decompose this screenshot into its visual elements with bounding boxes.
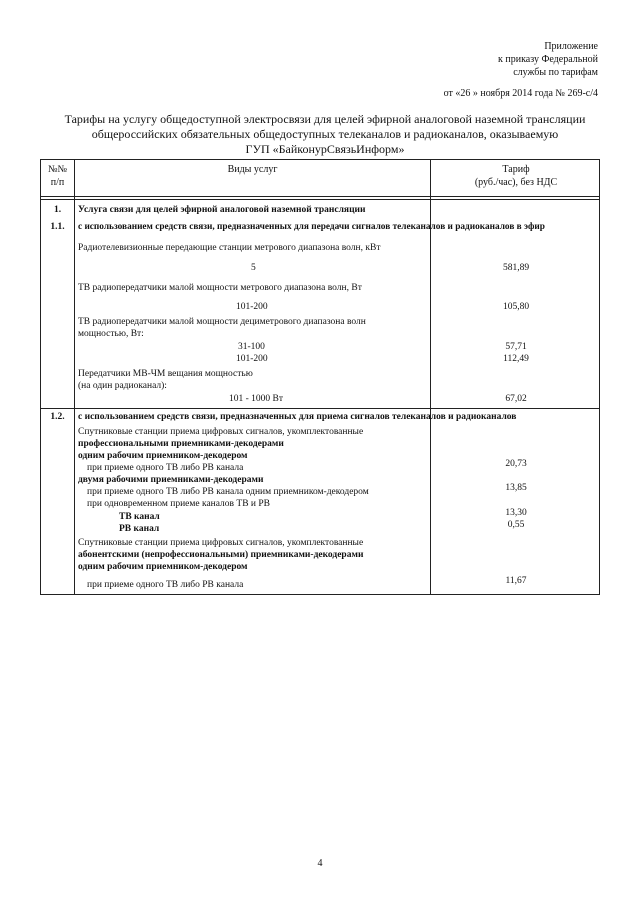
service-text: 101-200 <box>236 354 268 364</box>
service-text: двумя рабочими приемниками-декодерами <box>78 475 264 485</box>
tariff-value: 0,55 <box>507 520 525 530</box>
row-heading: Услуга связи для целей эфирной аналоговой наземной трансляции <box>78 205 366 215</box>
service-text: 101 - 1000 Вт <box>229 394 284 404</box>
header-number-line: №№ <box>47 164 68 175</box>
tariff-value: 105,80 <box>502 302 530 312</box>
title-line: общероссийских обязательных общедоступных телеканалов и радиоканалов, оказываемую <box>91 127 559 141</box>
service-text: одним рабочим приемником-декодером <box>78 562 248 572</box>
header-tariff <box>431 163 601 189</box>
service-text: при одновременном приеме каналов ТВ и РВ <box>87 499 270 509</box>
service-text: 5 <box>251 263 256 273</box>
service-text: Спутниковые станции приема цифровых сигналов, укомплектованные <box>78 538 364 548</box>
service-text: ТВ радиопередатчики малой мощности метрового диапазона волн, Вт <box>78 283 362 293</box>
header-number-line: п/п <box>50 177 65 188</box>
section-divider <box>41 408 599 409</box>
service-text: Передатчики МВ-ЧМ вещания мощностью <box>78 369 253 379</box>
service-text: Радиотелевизионные передающие станции метрового диапазона волн, кВт <box>78 243 381 253</box>
page-number: 4 <box>317 858 323 869</box>
header-tariff-line: (руб./час), без НДС <box>474 177 558 188</box>
service-text: Спутниковые станции приема цифровых сигналов, укомплектованные <box>78 427 364 437</box>
tariff-value: 20,73 <box>505 459 527 469</box>
appendix-line: Приложение <box>544 41 598 52</box>
header-tariff-line: Тариф <box>502 164 530 175</box>
header-number <box>41 163 74 189</box>
service-text: при приеме одного ТВ либо РВ канала одним приемником-декодером <box>87 487 369 497</box>
row-number: 1.2. <box>50 412 65 422</box>
header-service: Виды услуг <box>227 164 278 175</box>
service-text: одним рабочим приемником-декодером <box>78 451 248 461</box>
title-line: Тарифы на услугу общедоступной электросвязи для целей эфирной аналоговой наземной трансляции <box>64 112 586 126</box>
header-divider <box>41 196 599 197</box>
service-text: профессиональными приемниками-декодерами <box>78 439 284 449</box>
appendix-block <box>444 40 598 100</box>
tariff-value: 112,49 <box>503 354 529 364</box>
appendix-line: службы по тарифам <box>513 67 598 78</box>
tariff-table <box>40 159 600 595</box>
column-divider <box>74 160 75 594</box>
row-number: 1. <box>53 205 62 215</box>
appendix-line: к приказу Федеральной <box>498 54 598 65</box>
tariff-value: 13,30 <box>505 508 527 518</box>
service-text: 31-100 <box>238 342 265 352</box>
title-line: ГУП «БайконурСвязьИнформ» <box>245 142 405 156</box>
tariff-value: 13,85 <box>505 483 527 493</box>
service-text: (на один радиоканал): <box>78 381 167 391</box>
tariff-value: 581,89 <box>502 263 530 273</box>
tariff-value: 57,71 <box>505 342 527 352</box>
service-text: РВ канал <box>119 524 160 534</box>
service-text: при приеме одного ТВ либо РВ канала <box>87 580 244 590</box>
header-divider <box>41 199 599 200</box>
tariff-value: 11,67 <box>505 576 527 586</box>
service-text: ТВ радиопередатчики малой мощности дециметрового диапазона волн <box>78 317 366 327</box>
row-heading: с использованием средств связи, предназначенных для приема сигналов телеканалов и радиоканалов <box>78 412 517 422</box>
service-text: 101-200 <box>236 302 268 312</box>
service-text: абонентскими (непрофессиональными) приемниками-декодерами <box>78 550 364 560</box>
tariff-value: 67,02 <box>505 394 527 404</box>
document-title <box>60 112 590 157</box>
service-text: ТВ канал <box>119 512 160 522</box>
service-text: при приеме одного ТВ либо РВ канала <box>87 463 244 473</box>
service-text: мощностью, Вт: <box>78 329 144 339</box>
row-number: 1.1. <box>50 222 65 232</box>
row-heading: с использованием средств связи, предназначенных для передачи сигналов телеканалов и радиоканалов в эфир <box>78 222 545 232</box>
appendix-order-date: от «26 » ноября 2014 года № 269-с/4 <box>443 88 598 99</box>
